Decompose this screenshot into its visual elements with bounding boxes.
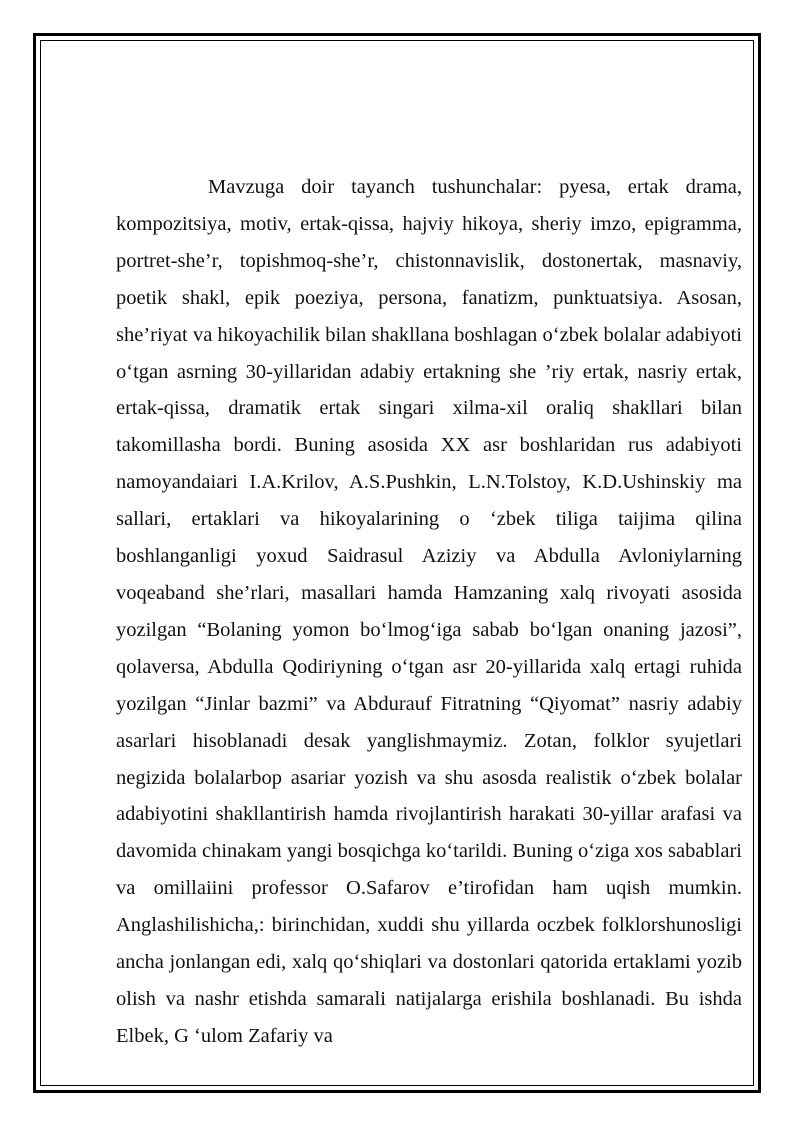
body-paragraph: Mavzuga doir tayanch tushunchalar: pyesa, ertak drama, kompozitsiya, motiv, ertak-qissa, hajviy hikoya, sheriy imzo, epigramma, portret-she’r, topishmoq-she’r, chistonnavislik, dostonertak, masnaviy, poetik shakl, epik poeziya, persona, fanatizm, punktuatsiya. Asosan, she’riyat va hikoyachilik bilan shakllana boshlagan o‘zbek bolalar adabiyoti o‘tgan asrning 30-yillaridan adabiy ertakning she ’riy ertak, nasriy ertak, ertak-qissa, dramatik ertak singari xilma-xil oraliq shakllari bilan takomillasha bordi. Buning asosida XX asr boshlaridan rus adabiyoti namoyandaiari I.A.Krilov, A.S.Pushkin, L.N.Tolstoy, K.D.Ushinskiy ma sallari, ertaklari va hikoyalarining o ‘zbek tiliga taijima qilina boshlanganligi yoxud Saidrasul Aziziy va Abdulla Avloniylarning voqeaband she’rlari, masallari hamda Hamzaning xalq rivoyati asosida yozilgan “Bolaning yomon bo‘lmog‘iga sabab bo‘lgan onaning jazosi”, qolaversa, Abdulla Qodiriyning o‘tgan asr 20-yillarida xalq ertagi ruhida yozilgan “Jinlar bazmi” va Abdurauf Fitratning “Qiyomat” nasriy adabiy asarlari hisoblanadi desak yanglishmaymiz. Zotan, folklor syujetlari negizida bolalarbop asariar yozish va shu asosda realistik o‘zbek bolalar adabiyotini shakllantirish hamda rivojlantirish harakati 30-yillar arafasi va davomida chinakam yangi bosqichga ko‘tarildi. Buning o‘ziga xos sabablari va omillaiini professor O.Safarov e’tirofidan ham uqish mumkin. Anglashilishicha,: birinchidan, xuddi shu yillarda oczbek folklorshunosligi ancha jonlangan edi, xalq qo‘shiqlari va dostonlari qatorida ertaklami yozib olish va nashr etishda samarali natijalarga erishila boshlanadi. Bu ishda Elbek, G ‘ulom Zafariy va <box>116 176 742 1047</box>
